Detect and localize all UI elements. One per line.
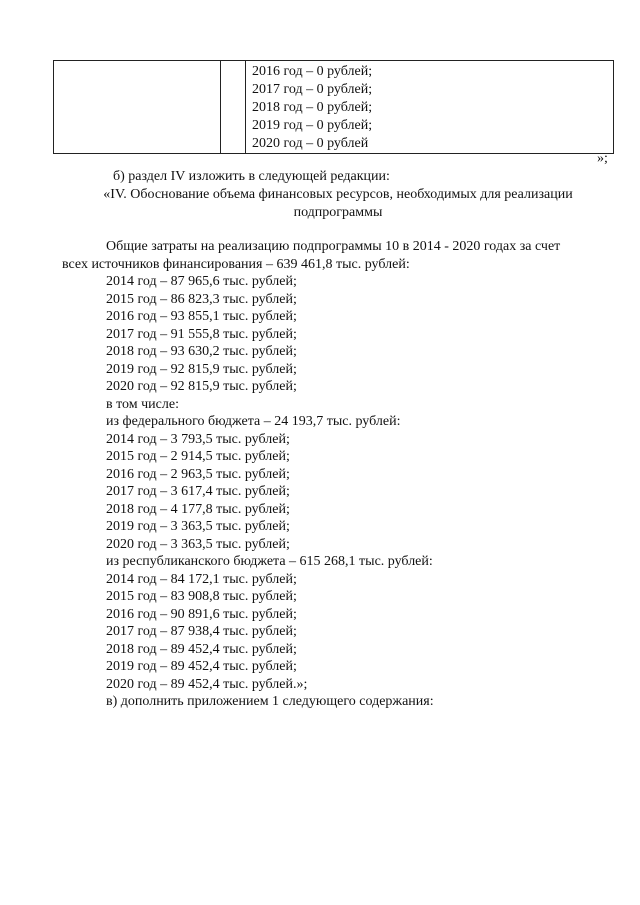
section-title-line-1: «IV. Обоснование объема финансовых ресурсов, необходимых для реализации bbox=[103, 187, 573, 202]
including-label: в том числе: bbox=[106, 397, 179, 412]
republic-year-line: 2016 год – 90 891,6 тыс. рублей; bbox=[106, 607, 297, 622]
closing-quote: »; bbox=[597, 151, 608, 166]
republic-year-line: 2017 год – 87 938,4 тыс. рублей; bbox=[106, 624, 297, 639]
item-b-text: б) раздел IV изложить в следующей редакции: bbox=[113, 169, 390, 184]
total-year-line: 2020 год – 92 815,9 тыс. рублей; bbox=[106, 379, 297, 394]
federal-year-line: 2015 год – 2 914,5 тыс. рублей; bbox=[106, 449, 290, 464]
federal-year-line: 2018 год – 4 177,8 тыс. рублей; bbox=[106, 502, 290, 517]
federal-year-line: 2017 год – 3 617,4 тыс. рублей; bbox=[106, 484, 290, 499]
republic-year-line: 2020 год – 89 452,4 тыс. рублей.»; bbox=[106, 677, 308, 692]
table-year-line: 2018 год – 0 рублей; bbox=[252, 100, 373, 115]
table-cell-year-amounts bbox=[246, 61, 614, 154]
republic-year-line: 2015 год – 83 908,8 тыс. рублей; bbox=[106, 589, 297, 604]
table-year-line: 2019 год – 0 рублей; bbox=[252, 118, 373, 133]
funding-table-fragment bbox=[53, 60, 614, 154]
table-cell-empty-middle bbox=[221, 61, 246, 154]
section-title-line-2: подпрограммы bbox=[293, 205, 383, 220]
total-year-line: 2018 год – 93 630,2 тыс. рублей; bbox=[106, 344, 297, 359]
federal-year-line: 2014 год – 3 793,5 тыс. рублей; bbox=[106, 432, 290, 447]
federal-year-line: 2016 год – 2 963,5 тыс. рублей; bbox=[106, 467, 290, 482]
republic-year-line: 2018 год – 89 452,4 тыс. рублей; bbox=[106, 642, 297, 657]
table-year-line: 2016 год – 0 рублей; bbox=[252, 64, 373, 79]
republic-budget-heading: из республиканского бюджета – 615 268,1 тыс. рублей: bbox=[106, 554, 433, 569]
table-year-line: 2017 год – 0 рублей; bbox=[252, 82, 373, 97]
total-year-line: 2014 год – 87 965,6 тыс. рублей; bbox=[106, 274, 297, 289]
republic-year-line: 2014 год – 84 172,1 тыс. рублей; bbox=[106, 572, 297, 587]
table-year-line: 2020 год – 0 рублей bbox=[252, 136, 369, 151]
total-year-line: 2019 год – 92 815,9 тыс. рублей; bbox=[106, 362, 297, 377]
intro-paragraph-line-1: Общие затраты на реализацию подпрограммы 10 в 2014 - 2020 годах за счет bbox=[106, 239, 561, 254]
federal-year-line: 2020 год – 3 363,5 тыс. рублей; bbox=[106, 537, 290, 552]
intro-paragraph-line-2: всех источников финансирования – 639 461,8 тыс. рублей: bbox=[62, 257, 410, 272]
republic-year-line: 2019 год – 89 452,4 тыс. рублей; bbox=[106, 659, 297, 674]
federal-year-line: 2019 год – 3 363,5 тыс. рублей; bbox=[106, 519, 290, 534]
table-row bbox=[54, 61, 614, 154]
total-year-line: 2015 год – 86 823,3 тыс. рублей; bbox=[106, 292, 297, 307]
total-year-line: 2016 год – 93 855,1 тыс. рублей; bbox=[106, 309, 297, 324]
table-cell-empty-left bbox=[54, 61, 221, 154]
federal-budget-heading: из федерального бюджета – 24 193,7 тыс. рублей: bbox=[106, 414, 401, 429]
total-year-line: 2017 год – 91 555,8 тыс. рублей; bbox=[106, 327, 297, 342]
item-v-text: в) дополнить приложением 1 следующего содержания: bbox=[106, 694, 434, 709]
